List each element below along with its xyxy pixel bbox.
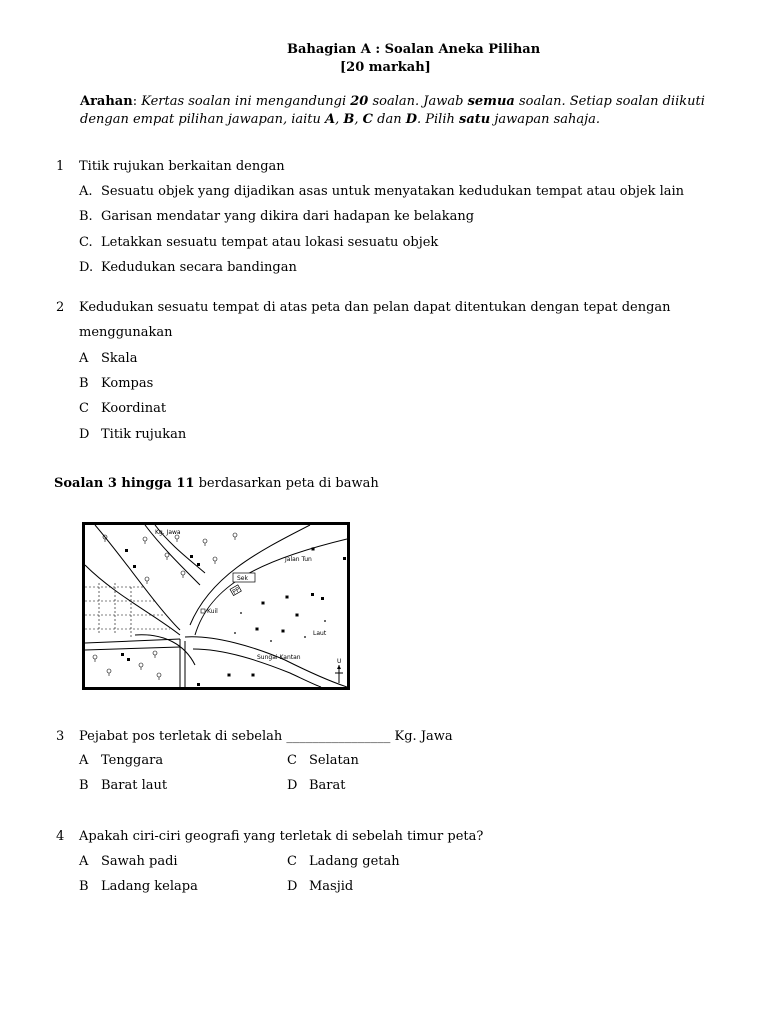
instructions-text-1a: Kertas soalan ini mengandungi — [137, 94, 351, 109]
q3-option-c[interactable] — [287, 753, 359, 768]
q4-option-a-letter: A — [79, 854, 89, 869]
padi-field-grid — [85, 583, 170, 637]
instructions-sep-2: , — [354, 112, 363, 127]
q4-option-a-text: Sawah padi — [101, 854, 178, 869]
map-drawing — [85, 525, 347, 687]
map-label-pp: PP — [231, 586, 242, 596]
temple-symbol — [201, 609, 205, 613]
map-figure — [82, 522, 350, 690]
q1-option-b[interactable] — [79, 209, 474, 224]
q2-option-d-text: Titik rujukan — [101, 427, 187, 442]
q4-option-b-letter: B — [79, 879, 89, 894]
q2-option-a[interactable] — [79, 351, 137, 366]
river — [185, 637, 347, 687]
map-label-kuil: Kuil — [207, 608, 218, 615]
q1-option-c-text: Letakkan sesuatu tempat atau lokasi sesuatu objek — [101, 235, 439, 250]
instructions-semua: semua — [467, 94, 515, 109]
instructions-text-2a: dengan empat pilihan jawapan, iaitu — [80, 112, 326, 127]
instructions-sep-1: , — [335, 112, 344, 127]
q1-option-d-letter: D. — [79, 260, 94, 275]
instructions-opt-d: D — [405, 112, 417, 127]
instructions-opt-b: B — [343, 112, 355, 127]
q2-option-a-letter: A — [79, 351, 89, 366]
q3-stem: Pejabat pos terletak di sebelah ________________ Kg. Jawa — [79, 729, 453, 744]
north-arrow-icon — [335, 658, 343, 683]
q4-option-c[interactable] — [287, 854, 400, 869]
instructions-opt-c: C — [362, 112, 373, 127]
q2-number: 2 — [56, 300, 65, 315]
q1-option-a[interactable] — [79, 184, 684, 199]
map-label-sek: Sek — [237, 575, 248, 582]
q3-option-b-text: Barat laut — [101, 778, 168, 793]
q4-option-b-text: Ladang kelapa — [101, 879, 198, 894]
instructions-text-1c: soalan. Setiap soalan diikuti — [514, 94, 705, 109]
q3-option-c-text: Selatan — [309, 753, 359, 768]
q2-option-c[interactable] — [79, 401, 166, 416]
q3-option-a-letter: A — [79, 753, 89, 768]
map-label-sungai: Sungai Kantan — [257, 654, 301, 661]
q3-option-d-letter: D — [287, 778, 298, 793]
q3-option-b[interactable] — [79, 778, 167, 793]
instructions-text-2b: . Pilih — [417, 112, 459, 127]
map-label-jalan: Jalan Tun — [285, 556, 312, 563]
map-label-north: U — [337, 658, 342, 665]
q3-option-c-letter: C — [287, 753, 297, 768]
instructions-satu: satu — [459, 112, 491, 127]
q4-option-c-text: Ladang getah — [309, 854, 400, 869]
q2-option-d[interactable] — [79, 427, 186, 442]
instructions-colon: : — [132, 94, 138, 109]
q2-option-d-letter: D — [79, 427, 90, 442]
q4-number: 4 — [56, 829, 65, 844]
instructions-line-2 — [80, 112, 600, 127]
tree-symbols — [93, 533, 237, 680]
q1-option-d[interactable] — [79, 260, 297, 275]
q1-option-b-text: Garisan mendatar yang dikira dari hadapan ke belakang — [101, 209, 475, 224]
q1-option-c[interactable] — [79, 235, 438, 250]
section-marks: [20 markah] — [340, 60, 431, 75]
q4-option-d-text: Masjid — [309, 879, 354, 894]
map-intro-rest: berdasarkan peta di bawah — [194, 476, 379, 491]
q1-option-c-letter: C. — [79, 235, 93, 250]
map-label-kg-jawa: Kg. Jawa — [155, 529, 181, 536]
instructions-count: 20 — [350, 94, 369, 109]
q2-option-b-letter: B — [79, 376, 89, 391]
q1-number: 1 — [56, 159, 65, 174]
instructions-text-1b: soalan. Jawab — [368, 94, 468, 109]
q2-option-b[interactable] — [79, 376, 153, 391]
q3-number: 3 — [56, 729, 65, 744]
sea-dots — [234, 612, 326, 642]
q2-option-c-letter: C — [79, 401, 89, 416]
map-intro-range: Soalan 3 hingga 11 — [54, 476, 195, 491]
q3-option-d[interactable] — [287, 778, 346, 793]
q3-option-a-text: Tenggara — [101, 753, 164, 768]
instructions-sep-3: dan — [373, 112, 406, 127]
q2-option-b-text: Kompas — [101, 376, 154, 391]
instructions-line-1 — [80, 94, 705, 109]
q3-option-a[interactable] — [79, 753, 163, 768]
instructions-label: Arahan — [80, 94, 133, 109]
q1-stem: Titik rujukan berkaitan dengan — [79, 159, 285, 174]
q2-option-a-text: Skala — [101, 351, 138, 366]
q4-option-d-letter: D — [287, 879, 298, 894]
q4-stem: Apakah ciri-ciri geografi yang terletak di sebelah timur peta? — [79, 829, 484, 844]
q4-option-b[interactable] — [79, 879, 198, 894]
q4-option-a[interactable] — [79, 854, 178, 869]
q4-option-d[interactable] — [287, 879, 353, 894]
q1-option-a-letter: A. — [79, 184, 93, 199]
q2-stem-line-1: Kedudukan sesuatu tempat di atas peta dan pelan dapat ditentukan dengan tepat dengan — [79, 300, 671, 315]
q4-option-c-letter: C — [287, 854, 297, 869]
q1-option-b-letter: B. — [79, 209, 93, 224]
instructions-opt-a: A — [325, 112, 336, 127]
q2-option-c-text: Koordinat — [101, 401, 167, 416]
q1-option-a-text: Sesuatu objek yang dijadikan asas untuk menyatakan kedudukan tempat atau objek lain — [101, 184, 685, 199]
q2-stem-line-2: menggunakan — [79, 325, 173, 340]
section-title: Bahagian A : Soalan Aneka Pilihan — [287, 42, 541, 57]
q3-option-d-text: Barat — [309, 778, 346, 793]
map-label-laut: Laut — [313, 630, 327, 637]
map-intro — [54, 476, 379, 491]
q3-option-b-letter: B — [79, 778, 89, 793]
instructions-text-2c: jawapan sahaja. — [490, 112, 601, 127]
q1-option-d-text: Kedudukan secara bandingan — [101, 260, 297, 275]
roads — [85, 525, 347, 687]
